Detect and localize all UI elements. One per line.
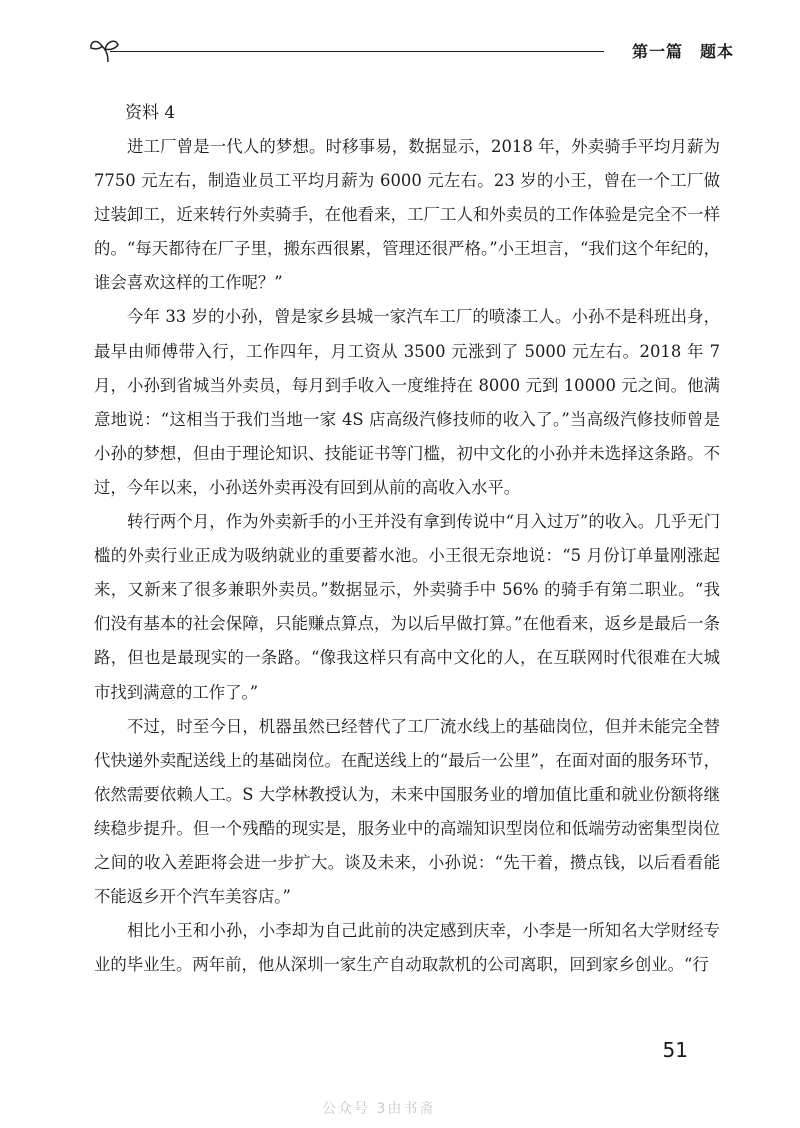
material-title: 资料 4 [125,103,176,123]
page-body [94,96,720,982]
paragraph: 进工厂曾是一代人的梦想。时移事易，数据显示，2018 年，外卖骑手平均月薪为 7750 元左右，制造业员工平均月薪为 6000 元左右。23 岁的小王，曾在一个工厂做过装卸工，近来转行外卖骑手，在他看来，工厂工人和外卖员的工作体验是完全不一样的。“每天都待在厂子里，搬东西很累，管理还很严格。”小王坦言，“我们这个年纪的，谁会喜欢这样的工作呢？” [94,137,720,293]
paragraph: 今年 33 岁的小孙，曾是家乡县城一家汽车工厂的喷漆工人。小孙不是科班出身，最早由师傅带入行，工作四年，月工资从 3500 元涨到了 5000 元左右。2018 年 7 月，小孙到省城当外卖员，每月到手收入一度维持在 8000 元到 10000 元之间。他满意地说：“这相当于我们当地一家 4S 店高级汽修技师的收入了。”当高级汽修技师曾是小孙的梦想，但由于理论知识、技能证书等门槛，初中文化的小孙并未选择这条路。不过，今年以来，小孙送外卖再没有回到从前的高收入水平。 [94,307,720,497]
section-label: 第一篇 题本 [631,42,734,61]
running-header [88,30,734,70]
page-number: 51 [662,1038,688,1062]
sprout-icon [88,34,122,64]
paragraph: 转行两个月，作为外卖新手的小王并没有拿到传说中“月入过万”的收入。几乎无门槛的外卖行业正成为吸纳就业的重要蓄水池。小王很无奈地说：“5 月份订单量刚涨起来，又新来了很多兼职外卖员。”数据显示，外卖骑手中 56% 的骑手有第二职业。“我们没有基本的社会保障，只能赚点算点，为以后早做打算。”在他看来，返乡是最后一条路，但也是最现实的一条路。“像我这样只有高中文化的人，在互联网时代很难在大城市找到满意的工作了。” [94,512,720,702]
paragraph: 相比小王和小孙，小李却为自己此前的决定感到庆幸，小李是一所知名大学财经专业的毕业生。两年前，他从深圳一家生产自动取款机的公司离职，回到家乡创业。“行 [94,921,720,975]
watermark: 公众号 3由书斋 [322,1101,436,1117]
header-rule [110,51,604,52]
paragraph: 不过，时至今日，机器虽然已经替代了工厂流水线上的基础岗位，但并未能完全替代快递外卖配送线上的基础岗位。在配送线上的“最后一公里”，在面对面的服务环节，依然需要依赖人工。S 大学林教授认为，未来中国服务业的增加值比重和就业份额将继续稳步提升。但一个残酷的现实是，服务业中的高端知识型岗位和低端劳动密集型岗位之间的收入差距将会进一步扩大。谈及未来，小孙说：“先干着，攒点钱，以后看看能不能返乡开个汽车美容店。” [94,716,720,907]
